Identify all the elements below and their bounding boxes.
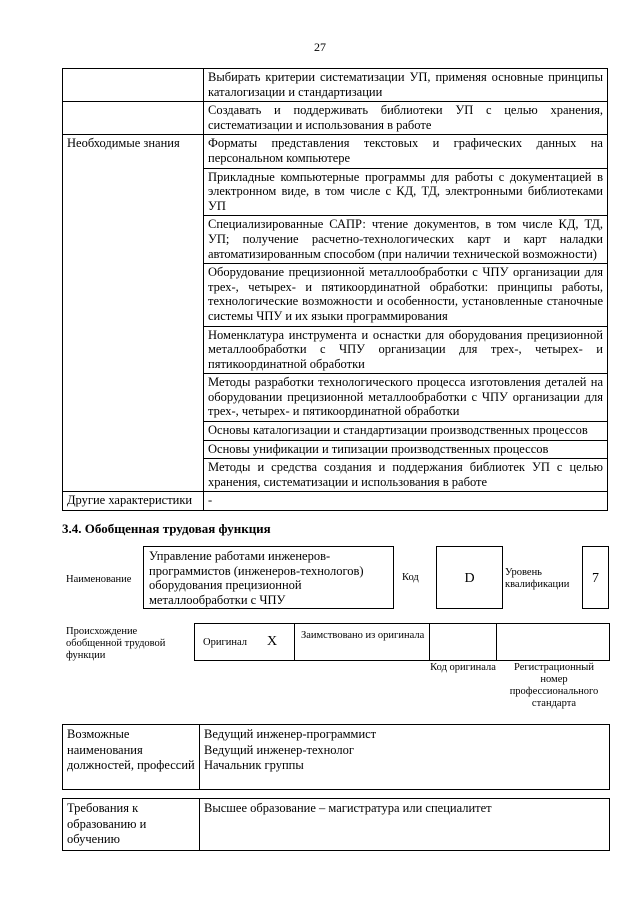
position-item: Ведущий инженер-технолог <box>204 742 354 757</box>
education-table <box>62 798 610 851</box>
table-row <box>63 492 608 511</box>
name-label: Наименование <box>66 574 132 585</box>
table-row <box>63 102 608 135</box>
origin-label: Происхождение обобщенной трудовой функции <box>66 626 166 661</box>
knowledge-item: Специализированные САПР: чтение документов, в том числе КД, ТД, УП; получение расчетно-технологических карт и карт наладки автоматизированным способом (при наличии технической возможности) <box>204 216 608 264</box>
page-number: 27 <box>314 40 326 54</box>
code-label: Код <box>402 572 419 583</box>
original-mark: X <box>267 634 278 649</box>
positions-label: Возможные наименования должностей, профессий <box>63 725 200 790</box>
education-value: Высшее образование – магистратура или специалитет <box>200 799 610 851</box>
position-item: Ведущий инженер-программист <box>204 727 377 741</box>
borrowed-cell <box>294 623 430 661</box>
code-original-cell <box>429 623 497 661</box>
reg-number-cell <box>496 623 610 661</box>
name-value: Управление работами инженеров-программистов (инженеров-технологов) оборудования прецизионной металлообработки с ЧПУ <box>143 546 394 609</box>
knowledge-item: Основы каталогизации и стандартизации производственных процессов <box>204 422 608 441</box>
original-label: Оригинал <box>203 637 247 648</box>
knowledge-item: Прикладные компьютерные программы для работы с документацией в электронном виде, в том числе с КД, ТД, электронными библиотеками УП <box>204 168 608 216</box>
knowledge-item: Методы разработки технологического процесса изготовления деталей на оборудовании прецизионной металлообработки с ЧПУ организации для трех-, четырех- и пятикоординатной обработки <box>204 374 608 422</box>
table-row <box>63 725 610 790</box>
empty-label-cell <box>63 69 204 102</box>
knowledge-item: Основы унификации и типизации производственных процессов <box>204 440 608 459</box>
empty-label-cell <box>63 102 204 135</box>
table-row <box>63 799 610 851</box>
original-cell <box>194 623 295 661</box>
knowledge-item: Форматы представления текстовых и графических данных на персональном компьютере <box>204 135 608 168</box>
knowledge-table <box>62 68 608 511</box>
knowledge-label: Необходимые знания <box>63 135 204 492</box>
level-label: Уровень квалификации <box>505 567 570 590</box>
table-row <box>63 69 608 102</box>
education-label: Требования к образованию и обучению <box>63 799 200 851</box>
positions-value <box>200 725 610 790</box>
positions-table <box>62 724 610 790</box>
knowledge-item: Оборудование прецизионной металлообработки с ЧПУ организации для трех-, четырех- и пятикоординатной обработки: принципы работы, технологические возможности и особенности, установленные станочные системы ЧПУ и их языки программирования <box>204 264 608 326</box>
other-characteristics-value: - <box>204 492 608 511</box>
borrowed-label: Заимствовано из оригинала <box>301 630 425 641</box>
section-title: 3.4. Обобщенная трудовая функция <box>62 521 271 536</box>
knowledge-item: Методы и средства создания и поддержания библиотек УП с целью хранения, систематизации и использования в работе <box>204 459 608 492</box>
skill-item: Создавать и поддерживать библиотеки УП с целью хранения, систематизации и использования в работе <box>204 102 608 135</box>
knowledge-item: Номенклатура инструмента и оснастки для оборудования прецизионной металлообработки с ЧПУ организации для трех-, четырех- и пятикоординатной обработки <box>204 326 608 374</box>
position-item: Начальник группы <box>204 758 304 772</box>
code-original-caption: Код оригинала <box>430 662 496 673</box>
code-value: D <box>436 546 503 609</box>
other-characteristics-label: Другие характеристики <box>63 492 204 511</box>
table-row <box>63 135 608 168</box>
reg-number-caption: Регистрационный номер профессионального стандарта <box>509 662 599 709</box>
skill-item: Выбирать критерии систематизации УП, применяя основные принципы каталогизации и стандартизации <box>204 69 608 102</box>
level-value: 7 <box>582 546 609 609</box>
